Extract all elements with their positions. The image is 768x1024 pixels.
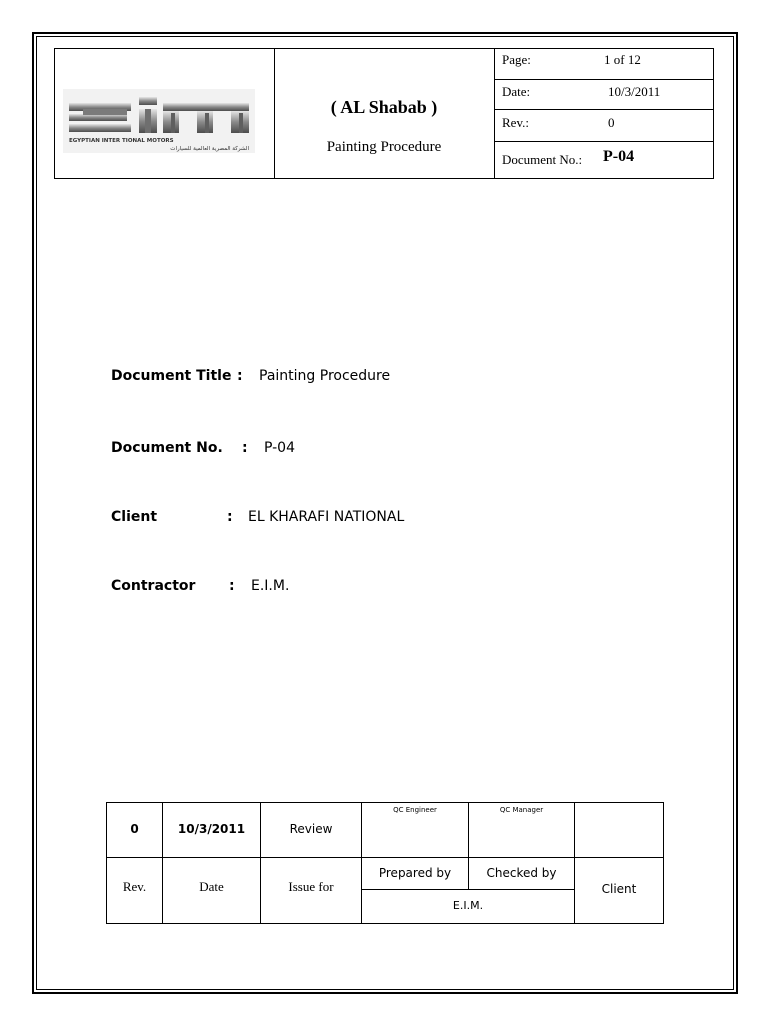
rev-label: Rev.:: [502, 115, 529, 130]
cell-hdr-prepared: [362, 858, 469, 890]
client-sep: :: [227, 509, 233, 525]
contractor-label: Contractor: [111, 578, 196, 594]
project-title: ( AL Shabab ): [330, 97, 438, 117]
cell-hdr-client: [575, 858, 663, 923]
field-document-title: [111, 368, 391, 384]
rev-value: 0: [608, 115, 615, 130]
hdr-prepared: Prepared by: [378, 866, 452, 880]
cell-client-sign: [575, 803, 663, 858]
date-value: 10/3/2011: [608, 84, 661, 99]
rev-date: 10/3/2011: [177, 822, 246, 836]
field-client: [111, 509, 405, 525]
title-cell: [274, 49, 495, 178]
svg-text:الشركة المصرية العالمية للسيار: الشركة المصرية العالمية للسيارات: [170, 146, 249, 152]
cell-qc-manager: [469, 803, 575, 858]
info-row-rev: [494, 110, 713, 142]
client-label: Client: [111, 509, 158, 525]
docno-value: P-04: [603, 148, 635, 165]
svg-text:EGYPTIAN INTER TIONAL MOTOR: EGYPTIAN INTER TIONAL MOTORS: [69, 138, 174, 144]
hdr-company: E.I.M.: [452, 899, 484, 912]
cell-qc-engineer: [362, 803, 469, 858]
document-no-value: P-04: [264, 440, 296, 456]
rev-number: 0: [130, 822, 139, 836]
field-document-no: [111, 440, 296, 456]
eim-logo: [63, 89, 255, 153]
cell-rev-date: [163, 803, 261, 858]
cell-hdr-date: [163, 858, 261, 923]
contractor-value: E.I.M.: [251, 578, 290, 594]
hdr-client: Client: [601, 882, 637, 896]
document-title-value: Painting Procedure: [259, 368, 391, 384]
qc-manager-label: QC Manager: [499, 806, 544, 814]
cell-hdr-issue: [261, 858, 362, 923]
hdr-issue: Issue for: [288, 879, 334, 894]
hdr-checked: Checked by: [486, 866, 557, 880]
cell-hdr-rev: [107, 858, 163, 923]
procedure-subtitle: Painting Procedure: [326, 139, 442, 155]
document-header: [54, 48, 714, 179]
docno-label: Document No.:: [502, 152, 583, 167]
cell-rev-issue: [261, 803, 362, 858]
cell-rev-number: [107, 803, 163, 858]
document-title-sep: :: [237, 368, 243, 384]
logo-cell: [55, 49, 275, 178]
field-contractor: [111, 578, 290, 594]
page-value: 1 of 12: [604, 52, 641, 67]
revision-table: [106, 802, 664, 924]
info-row-page: [494, 49, 713, 80]
page-label: Page:: [502, 52, 531, 67]
date-label: Date:: [502, 84, 531, 99]
document-no-label: Document No.: [111, 440, 223, 456]
cell-hdr-checked: [469, 858, 575, 890]
document-no-sep: :: [242, 440, 248, 456]
document-title-label: Document Title: [111, 368, 232, 384]
document-info-cell: [494, 49, 713, 178]
contractor-sep: :: [229, 578, 235, 594]
rev-issue: Review: [289, 822, 333, 836]
cell-hdr-company: [362, 890, 575, 923]
hdr-rev: Rev.: [122, 879, 147, 894]
hdr-date: Date: [199, 879, 224, 894]
client-value: EL KHARAFI NATIONAL: [248, 509, 405, 525]
info-row-docno: [494, 142, 713, 178]
qc-engineer-label: QC Engineer: [393, 806, 437, 814]
info-row-date: [494, 80, 713, 110]
